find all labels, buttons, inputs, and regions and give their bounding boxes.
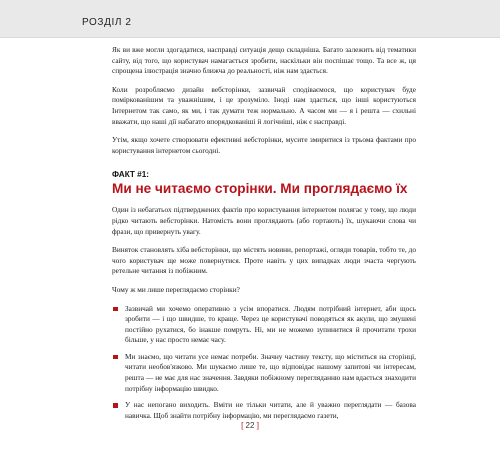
fact-heading: Ми не читаємо сторінки. Ми проглядаємо їх — [112, 181, 408, 197]
running-header — [0, 0, 500, 37]
bullet-item — [112, 304, 416, 346]
paragraph: Утім, якщо хочете створювати ефективні вебсторінки, мусите змиритися із трьома фактами про користування інтернетом сьогодні. — [112, 135, 416, 155]
fact-label: ФАКТ #1: — [112, 170, 150, 180]
bullet-item — [112, 400, 416, 421]
paragraph: Чому ж ми лише переглядаємо сторінки? — [112, 284, 240, 294]
bullet-text: Зазвичай ми хочемо оперативно з усім впоратися. Людям потрібний інтернет, аби щось зробити — і що швидше, то краще. Через це користувачі поводяться як акули, що змушені постійно рухатися, бо інакше помруть. Ні, ми не можемо зупинитися й прочитати трохи більше, у нас просто немає часу. — [125, 303, 416, 345]
square-bullet-icon — [113, 403, 118, 408]
page-bracket-open: [ — [241, 421, 244, 430]
page-number — [0, 421, 500, 430]
chapter-label: РОЗДІЛ 2 — [82, 17, 132, 28]
bullet-list — [112, 304, 416, 422]
page-number-value: 22 — [245, 421, 255, 430]
square-bullet-icon — [113, 355, 118, 360]
page-content — [112, 45, 416, 427]
paragraph: Виняток становлять хіба вебсторінки, що містять новини, репортажі, огляди товарів, тобто те, до чого користувач ще може повернутися. Проте навіть у цих випадках люди зчаста чергують ретельне читання із побіжним. — [112, 245, 416, 276]
header-divider — [0, 37, 500, 38]
bullet-item — [112, 352, 416, 394]
paragraph: Як ви вже могли здогадатися, насправді ситуація дещо складніша. Багато залежить від тематики сайту, від того, що користувач намагається зробити, наскільки він поспішає тощо. Та все ж, ця спрощена ілюстрація значно ближча до реальності, ніж нам здається. — [112, 45, 416, 76]
paragraph: Коли розробляємо дизайн вебсторінки, зазвичай сподіваємося, що користувач буде поміркованішим та уважнішим, і це зрозуміло. Іноді нам здається, що інші користуються Інтернетом так само, як ми, і так думати теж нормально. А часом ми — я і решта — схильні вважати, що наші дії набагато впорядкованіші й логічніші, ніж є насправді. — [112, 84, 416, 126]
page-bracket-close: ] — [256, 421, 259, 430]
paragraph: Один із небагатьох підтверджених фактів про користування інтернетом полягає у тому, що люди рідко читають вебсторінки. Натомість вони проглядають (або гортають) їх, шукаючи слова чи фрази, що привернуть увагу. — [112, 205, 416, 236]
bullet-text: У нас непогано виходить. Вміти не тільки читати, але й уважно переглядати — базова навичка. Щоб знайти потрібну інформацію, ми переглядаємо газети, — [125, 400, 416, 420]
square-bullet-icon — [113, 307, 118, 312]
bullet-text: Ми знаємо, що читати усе немає потреби. Значну частину тексту, що міститься на сторінці, читати необов'язково. Ми шукаємо лише те, що відповідає нашому запитові чи інтересам, решта — не має для нас значення. Завдяки побіжному перегляданню нам вдається знаходити потрібну інформацію швидко. — [125, 351, 416, 393]
